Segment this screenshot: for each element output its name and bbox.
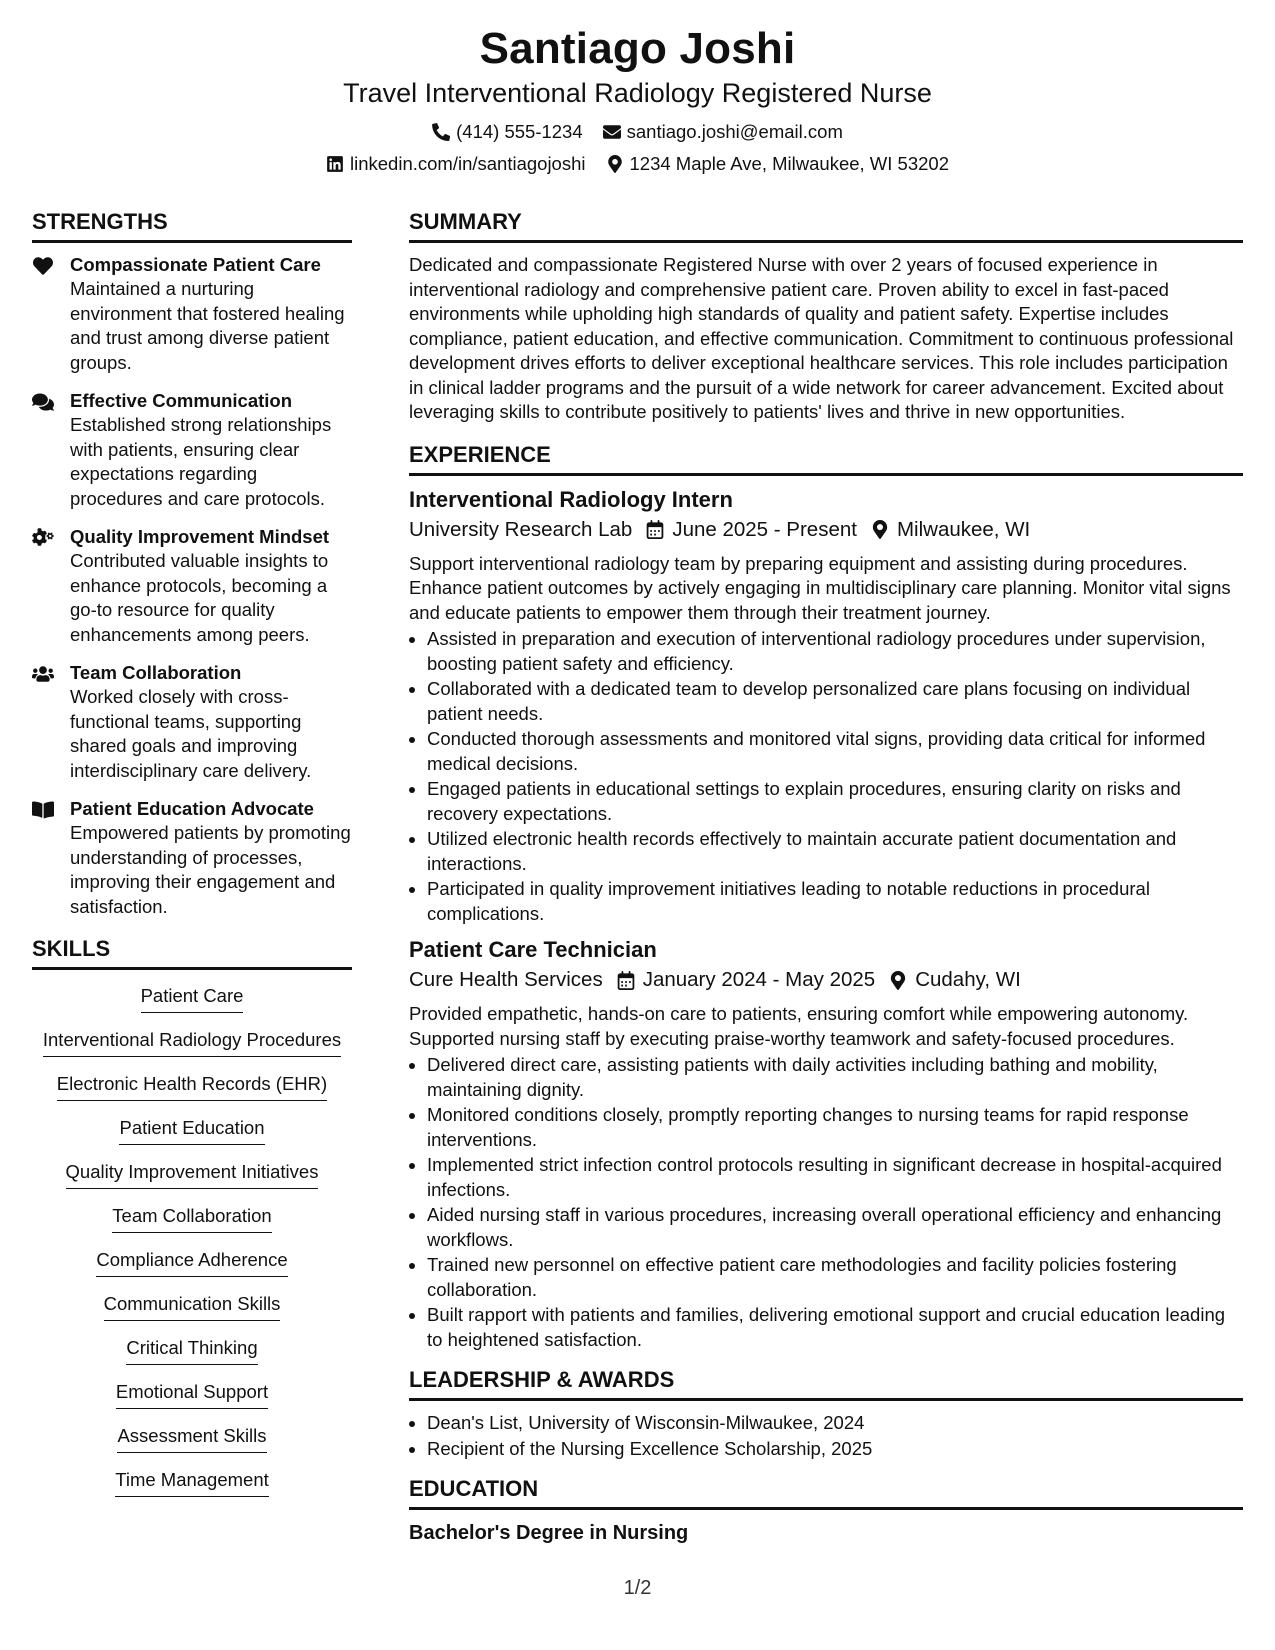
- degree-title: Bachelor's Degree in Nursing: [409, 1522, 689, 1544]
- strengths-heading: STRENGTHS: [32, 208, 352, 243]
- address-contact: [606, 152, 950, 176]
- job-entry: [409, 936, 1243, 1352]
- job-dates: June 2025 - Present: [672, 517, 857, 541]
- skill-item: Patient Care: [141, 984, 244, 1013]
- strength-description: Established strong relationships with patients, ensuring clear expectations regarding procedures and care protocols.: [70, 414, 332, 509]
- job-location: Milwaukee, WI: [896, 517, 1031, 541]
- linkedin-contact[interactable]: [326, 152, 586, 176]
- job-meta: [409, 516, 1243, 544]
- awards-section: [409, 1366, 1243, 1461]
- job-description: Support interventional radiology team by preparing equipment and assisting during procedures. Enhance patient outcomes by actively engaging in multidisciplinary care planning. Monitor vital signs and educate patients to empower them through their treatment journey.: [409, 552, 1231, 623]
- address-text: 1234 Maple Ave, Milwaukee, WI 53202: [629, 153, 949, 174]
- bullet-item: • Implemented strict infection control protocols resulting in significant decrease in hospital-acquired infections.: [427, 1153, 1243, 1202]
- linkedin-text: linkedin.com/in/santiagojoshi: [350, 153, 586, 174]
- map-marker-icon: [871, 520, 889, 539]
- heart-icon: [32, 256, 54, 276]
- awards-heading: LEADERSHIP & AWARDS: [409, 1366, 1243, 1401]
- linkedin-icon: [326, 155, 344, 173]
- job-company: University Research Lab: [409, 517, 633, 541]
- book-open-icon: [32, 800, 54, 820]
- education-heading: EDUCATION: [409, 1475, 1243, 1510]
- skill-item: Team Collaboration: [112, 1204, 271, 1233]
- map-marker-icon: [606, 155, 624, 173]
- email-text: santiago.joshi@email.com: [626, 121, 843, 142]
- award-item: • Dean's List, University of Wisconsin-Milwaukee, 2024: [427, 1411, 1243, 1436]
- bullet-item: • Conducted thorough assessments and monitored vital signs, providing data critical for informed medical decisions.: [427, 727, 1243, 776]
- calendar-icon: [617, 971, 635, 990]
- job-entry: [409, 486, 1243, 927]
- summary-heading: SUMMARY: [409, 208, 1243, 243]
- skill-item: Interventional Radiology Procedures: [43, 1028, 341, 1057]
- strength-item: [32, 661, 352, 783]
- bullet-item: • Participated in quality improvement initiatives leading to notable reductions in procedural complications.: [427, 877, 1243, 926]
- strength-title: Patient Education Advocate: [70, 798, 314, 819]
- job-location: Cudahy, WI: [915, 968, 1021, 991]
- skills-heading: SKILLS: [32, 935, 352, 970]
- strength-description: Worked closely with cross-functional teams, supporting shared goals and improving interdisciplinary care delivery.: [70, 686, 312, 781]
- job-title: Patient Care Technician: [409, 937, 657, 962]
- awards-list: [409, 1411, 1243, 1461]
- contact-line-2: [0, 152, 1275, 176]
- skill-item: Time Management: [115, 1468, 269, 1497]
- comments-icon: [32, 392, 54, 412]
- skill-item: Electronic Health Records (EHR): [57, 1072, 327, 1101]
- strength-item: [32, 797, 352, 919]
- skills-section: [32, 935, 352, 1512]
- strength-item: [32, 525, 352, 647]
- bullet-item: • Collaborated with a dedicated team to develop personalized care plans focusing on individual patient needs.: [427, 677, 1243, 726]
- bullet-item: • Utilized electronic health records effectively to maintain accurate patient documentation and interactions.: [427, 827, 1243, 876]
- job-company: Cure Health Services: [409, 968, 603, 991]
- strength-title: Team Collaboration: [70, 662, 242, 683]
- bullet-item: • Monitored conditions closely, promptly reporting changes to nursing teams for rapid response interventions.: [427, 1103, 1243, 1152]
- bullet-item: • Delivered direct care, assisting patients with daily activities including bathing and mobility, maintaining dignity.: [427, 1053, 1243, 1102]
- gears-icon: [32, 528, 54, 548]
- skill-item: Emotional Support: [116, 1380, 268, 1409]
- envelope-icon: [603, 123, 621, 141]
- education-section: [409, 1475, 1243, 1546]
- right-column: [409, 208, 1243, 1546]
- skill-item: Compliance Adherence: [96, 1248, 287, 1277]
- strength-title: Quality Improvement Mindset: [70, 526, 330, 547]
- bullet-item: • Built rapport with patients and families, delivering emotional support and crucial education leading to heightened satisfaction.: [427, 1303, 1243, 1352]
- job-dates: January 2024 - May 2025: [642, 968, 876, 991]
- strength-item: [32, 389, 352, 511]
- job-bullets: [409, 1053, 1243, 1352]
- strength-description: Contributed valuable insights to enhance protocols, becoming a go-to resource for quality enhancements among peers.: [70, 550, 329, 645]
- bullet-item: • Trained new personnel on effective patient care methodologies and facility policies fostering collaboration.: [427, 1253, 1243, 1302]
- page-number: 1/2: [623, 1577, 652, 1599]
- strength-title: Compassionate Patient Care: [70, 254, 321, 275]
- skill-item: Assessment Skills: [117, 1424, 266, 1453]
- skill-list: [32, 984, 352, 1512]
- job-meta: [409, 966, 1243, 994]
- job-bullets: [409, 627, 1243, 926]
- calendar-icon: [646, 520, 664, 539]
- phone-text: (414) 555-1234: [456, 121, 583, 142]
- summary-text: Dedicated and compassionate Registered Nurse with over 2 years of focused experience in interventional radiology and comprehensive patient care. Proven ability to excel in fast-paced environments while upholding high standards of quality and patient safety. Expertise includes compliance, patient education, and effective communication. Commitment to continuous professional development drives efforts to deliver exceptional healthcare services. This role includes participation in clinical ladder programs and the pursuit of a wide network for career advancement. Excited about leveraging skills to contribute positively to patients' lives and thrive in new opportunities.: [409, 254, 1234, 422]
- skill-item: Quality Improvement Initiatives: [66, 1160, 319, 1189]
- skill-item: Patient Education: [119, 1116, 264, 1145]
- job-description: Provided empathetic, hands-on care to patients, ensuring comfort while empowering autonomy. Supported nursing staff by executing praise-worthy teamwork and safety-focused procedures.: [409, 1003, 1189, 1049]
- candidate-name: Santiago Joshi: [479, 24, 796, 73]
- experience-heading: EXPERIENCE: [409, 441, 1243, 476]
- bullet-item: • Engaged patients in educational settings to explain procedures, ensuring clarity on risks and recovery expectations.: [427, 777, 1243, 826]
- contact-line-1: [0, 120, 1275, 144]
- map-marker-icon: [889, 971, 907, 990]
- bullet-item: • Assisted in preparation and execution of interventional radiology procedures under supervision, boosting patient safety and efficiency.: [427, 627, 1243, 676]
- job-title: Interventional Radiology Intern: [409, 486, 733, 512]
- phone-icon: [432, 123, 450, 141]
- email-contact[interactable]: [603, 120, 843, 144]
- resume-header: [0, 22, 1275, 176]
- skill-item: Critical Thinking: [126, 1336, 257, 1365]
- strength-item: [32, 253, 352, 375]
- award-item: • Recipient of the Nursing Excellence Scholarship, 2025: [427, 1437, 1243, 1462]
- strength-description: Empowered patients by promoting understanding of processes, improving their engagement and satisfaction.: [70, 822, 351, 917]
- strength-title: Effective Communication: [70, 390, 293, 411]
- skill-item: Communication Skills: [104, 1292, 281, 1321]
- users-icon: [32, 664, 54, 684]
- left-column: [32, 208, 352, 1512]
- phone-contact[interactable]: [432, 120, 583, 144]
- strength-description: Maintained a nurturing environment that fostered healing and trust among diverse patient groups.: [70, 278, 345, 373]
- candidate-title: Travel Interventional Radiology Registered Nurse: [343, 78, 932, 108]
- bullet-item: • Aided nursing staff in various procedures, increasing overall operational efficiency and enhancing workflows.: [427, 1203, 1243, 1252]
